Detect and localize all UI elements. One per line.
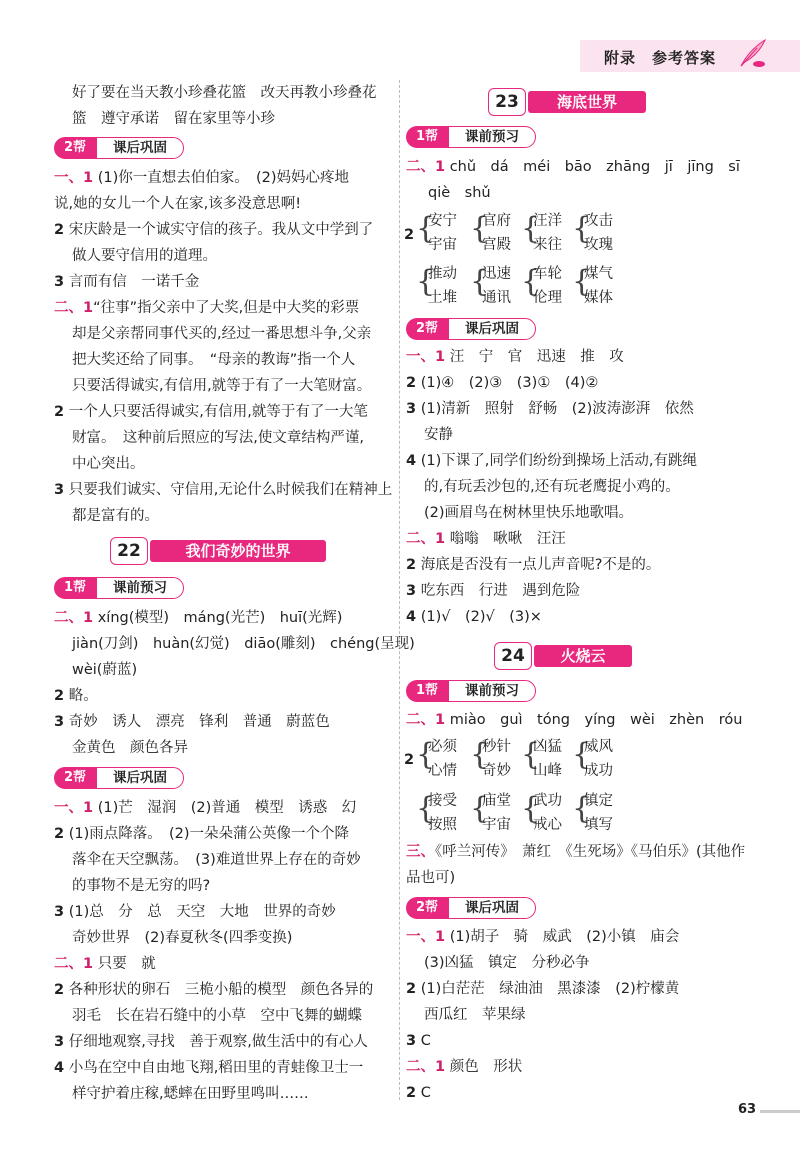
question-number: 3	[406, 1033, 417, 1049]
answer-line: 中心突出。	[72, 456, 145, 472]
answer-line: 略。	[68, 688, 98, 704]
lesson-number: 22	[110, 537, 148, 565]
answer-line: 只要活得诚实,有信用,就等于有了一大笔财富。	[72, 378, 372, 394]
tag-badge: 2帮	[406, 318, 448, 340]
brace-icon: {	[521, 791, 541, 826]
answer-line: 却是父亲帮同事代买的,经过一番思想斗争,父亲	[72, 326, 372, 342]
brace-icon: {	[572, 211, 592, 246]
brace-icon: {	[470, 791, 490, 826]
brace-icon: {	[572, 264, 592, 299]
word-item: 威风	[584, 739, 613, 755]
brace-icon: {	[416, 211, 436, 246]
word-item: 按照	[428, 817, 457, 833]
answer-line: (1)雨点降落。 (2)一朵朵蒲公英像一个个降	[68, 826, 350, 842]
answer-line: wèi(蔚蓝)	[72, 662, 138, 678]
lesson-name: 火烧云	[534, 645, 632, 667]
question-marker: 二、1	[406, 712, 446, 728]
brace-icon: {	[572, 791, 592, 826]
answer-line: 样守护着庄稼,蟋蟀在田野里鸣叫……	[72, 1086, 309, 1102]
brace-icon: {	[521, 737, 541, 772]
answer-line: 嗡嗡 啾啾 汪汪	[449, 531, 566, 547]
question-marker: 二、1	[406, 159, 446, 175]
brace-icon: {	[470, 264, 490, 299]
answer-line: “往事”指父亲中了大奖,但是中大奖的彩票	[93, 300, 360, 316]
question-number: 4	[406, 609, 417, 625]
brace-icon: {	[416, 264, 436, 299]
page-number-rule	[760, 1110, 800, 1113]
lesson-number: 23	[488, 88, 526, 116]
tag-label: 课后巩固	[448, 897, 536, 919]
answer-line: 汪 宁 官 迅速 推 攻	[449, 349, 624, 365]
answer-line: 好了要在当天教小珍叠花篮 改天再教小珍叠花	[72, 85, 377, 101]
answer-line: 奇妙 诱人 漂亮 锋利 普通 蔚蓝色	[68, 714, 330, 730]
question-number: 4	[54, 1060, 65, 1076]
question-number: 3	[54, 714, 65, 730]
word-item: 心情	[428, 763, 457, 779]
answer-line: 做人要守信用的道理。	[72, 248, 217, 264]
answer-line: 安静	[424, 427, 453, 443]
feather-pen-icon	[735, 36, 769, 70]
question-marker: 三、	[406, 844, 435, 860]
answer-line: 只要我们诚实、守信用,无论什么时候我们在精神上	[68, 482, 393, 498]
question-number: 3	[406, 583, 417, 599]
tag-label: 课后巩固	[96, 767, 184, 789]
question-number: 2	[54, 404, 65, 420]
answer-line: C	[420, 1033, 431, 1049]
question-number: 2	[406, 981, 417, 997]
question-number: 3	[54, 904, 65, 920]
question-number: 2	[406, 375, 417, 391]
brace-icon: {	[416, 791, 436, 826]
tag-badge: 2帮	[54, 767, 96, 789]
answer-line: 《呼兰河传》 萧红 《生死场》《马伯乐》(其他作	[435, 844, 746, 860]
question-marker: 一、1	[54, 170, 94, 186]
word-item: 填写	[584, 817, 613, 833]
brace-icon: {	[416, 737, 436, 772]
question-marker: 二、1	[54, 300, 94, 316]
question-number: 3	[54, 1034, 65, 1050]
answer-line: (1)胡子 骑 威武 (2)小镇 庙会	[449, 929, 680, 945]
question-marker: 二、1	[406, 1059, 446, 1075]
tag-label: 课前预习	[96, 577, 184, 599]
answer-line: (1)总 分 总 天空 大地 世界的奇妙	[68, 904, 336, 920]
pinyin-line: chǔ dá méi bāo zhāng jī jīng sī	[449, 159, 740, 175]
tag-label: 课后巩固	[448, 318, 536, 340]
lesson-number: 24	[494, 642, 532, 670]
question-number: 2	[54, 688, 65, 704]
answer-line: 羽毛 长在岩石缝中的小草 空中飞舞的蝴蝶	[72, 1008, 362, 1024]
question-marker: 二、1	[54, 610, 94, 626]
answer-line: 颜色 形状	[449, 1059, 523, 1075]
word-item: 成功	[584, 763, 613, 779]
word-item: 推动	[428, 266, 457, 282]
question-marker: 一、1	[406, 349, 446, 365]
answer-line: 海底是否没有一点儿声音呢?不是的。	[420, 557, 661, 573]
question-number: 2	[406, 557, 417, 573]
word-item: 宫殿	[482, 237, 511, 253]
answer-line: 都是富有的。	[72, 508, 159, 524]
question-number: 2	[54, 826, 65, 842]
word-item: 煤气	[584, 266, 613, 282]
word-item: 凶猛	[533, 739, 562, 755]
answer-line: 小鸟在空中自由地飞翔,稻田里的青蛙像卫士一	[68, 1060, 364, 1076]
word-item: 镇定	[584, 793, 613, 809]
tag-badge: 2帮	[406, 897, 448, 919]
answer-line: jiàn(刀剑) huàn(幻觉) diāo(雕刻) chéng(呈现)	[72, 636, 415, 652]
answer-line: 说,她的女儿一个人在家,该多没意思啊!	[54, 196, 302, 212]
answer-line: 把大奖还给了同事。 “母亲的教诲”指一个人	[72, 352, 356, 368]
word-item: 戒心	[533, 817, 562, 833]
brace-icon: {	[572, 737, 592, 772]
lesson-name: 我们奇妙的世界	[150, 540, 326, 562]
page-number: 63	[738, 1102, 757, 1117]
word-item: 车轮	[533, 266, 562, 282]
column-divider	[399, 80, 400, 1100]
tag-badge: 1帮	[406, 680, 448, 702]
answer-line: 仔细地观察,寻找 善于观察,做生活中的有心人	[68, 1034, 368, 1050]
answer-line: 各种形状的卵石 三桅小船的模型 颜色各异的	[68, 982, 374, 998]
word-item: 通讯	[482, 290, 511, 306]
header-title: 附录 参考答案	[604, 49, 717, 67]
tag-label: 课前预习	[448, 126, 536, 148]
word-item: 汪洋	[533, 213, 562, 229]
answer-line: 吃东西 行进 遇到危险	[420, 583, 581, 599]
answer-line: 只要 就	[97, 956, 156, 972]
word-item: 官府	[482, 213, 511, 229]
pinyin-line: qiè shǔ	[428, 185, 491, 201]
word-item: 迅速	[482, 266, 511, 282]
tag-badge: 1帮	[406, 126, 448, 148]
answer-line: (1)下课了,同学们纷纷到操场上活动,有跳绳	[420, 453, 697, 469]
answer-line: 奇妙世界 (2)春夏秋冬(四季变换)	[72, 930, 293, 946]
brace-icon: {	[521, 211, 541, 246]
answer-line: (3)凶猛 镇定 分秒必争	[424, 955, 590, 971]
question-marker: 一、1	[54, 800, 94, 816]
question-number: 3	[54, 482, 65, 498]
answer-line: (1)④ (2)③ (3)① (4)②	[420, 375, 599, 391]
word-item: 宇宙	[428, 237, 457, 253]
tag-badge: 1帮	[54, 577, 96, 599]
word-item: 庙堂	[482, 793, 511, 809]
answer-line: 品也可)	[406, 870, 456, 886]
word-item: 山峰	[533, 763, 562, 779]
answer-line: (1)你一直想去伯伯家。 (2)妈妈心疼地	[97, 170, 350, 186]
answer-line: C	[420, 1085, 431, 1101]
brace-icon: {	[470, 211, 490, 246]
word-item: 攻击	[584, 213, 613, 229]
answer-line: 的,有玩丢沙包的,还有玩老鹰捉小鸡的。	[424, 479, 680, 495]
brace-icon: {	[470, 737, 490, 772]
tag-label: 课前预习	[448, 680, 536, 702]
word-item: 土堆	[428, 290, 457, 306]
question-number: 2	[404, 752, 415, 768]
answer-line: 言而有信 一诺千金	[68, 274, 200, 290]
word-item: 接受	[428, 793, 457, 809]
answer-line: 落伞在天空飘荡。 (3)难道世界上存在的奇妙	[72, 852, 361, 868]
word-item: 伦理	[533, 290, 562, 306]
answer-line: 篮 遵守承诺 留在家里等小珍	[72, 111, 275, 127]
word-item: 奇妙	[482, 763, 511, 779]
question-marker: 二、1	[406, 531, 446, 547]
question-number: 2	[406, 1085, 417, 1101]
word-item: 宇宙	[482, 817, 511, 833]
word-item: 秒针	[482, 739, 511, 755]
brace-icon: {	[521, 264, 541, 299]
answer-line: (2)画眉鸟在树林里快乐地歌唱。	[424, 505, 634, 521]
answer-line: xíng(模型) máng(光芒) huī(光辉)	[97, 610, 343, 626]
question-number: 3	[406, 401, 417, 417]
question-marker: 一、1	[406, 929, 446, 945]
question-number: 4	[406, 453, 417, 469]
question-number: 2	[54, 982, 65, 998]
word-item: 必须	[428, 739, 457, 755]
answer-line: 财富。 这种前后照应的写法,使文章结构严谨,	[72, 430, 364, 446]
word-item: 来往	[533, 237, 562, 253]
word-item: 安宁	[428, 213, 457, 229]
lesson-name: 海底世界	[528, 91, 646, 113]
answer-line: 一个人只要活得诚实,有信用,就等于有了一大笔	[68, 404, 368, 420]
answer-line: (1)√ (2)√ (3)×	[420, 609, 542, 625]
answer-line: 的事物不是无穷的吗?	[72, 878, 211, 894]
word-item: 玫瑰	[584, 237, 613, 253]
word-item: 媒体	[584, 290, 613, 306]
answer-line: (1)白茫茫 绿油油 黑漆漆 (2)柠檬黄	[420, 981, 680, 997]
answer-line: 金黄色 颜色各异	[72, 740, 188, 756]
word-item: 武功	[533, 793, 562, 809]
answer-line: 宋庆龄是一个诚实守信的孩子。我从文中学到了	[68, 222, 374, 238]
question-marker: 二、1	[54, 956, 94, 972]
answer-line: (1)芒 湿润 (2)普通 模型 诱惑 幻	[97, 800, 357, 816]
answer-line: (1)清新 照射 舒畅 (2)波涛澎湃 依然	[420, 401, 694, 417]
pinyin-line: miào guì tóng yíng wèi zhèn róu	[449, 712, 743, 728]
answer-line: 西瓜红 苹果绿	[424, 1007, 526, 1023]
question-number: 2	[54, 222, 65, 238]
question-number: 2	[404, 227, 415, 243]
tag-label: 课后巩固	[96, 137, 184, 159]
question-number: 3	[54, 274, 65, 290]
tag-badge: 2帮	[54, 137, 96, 159]
